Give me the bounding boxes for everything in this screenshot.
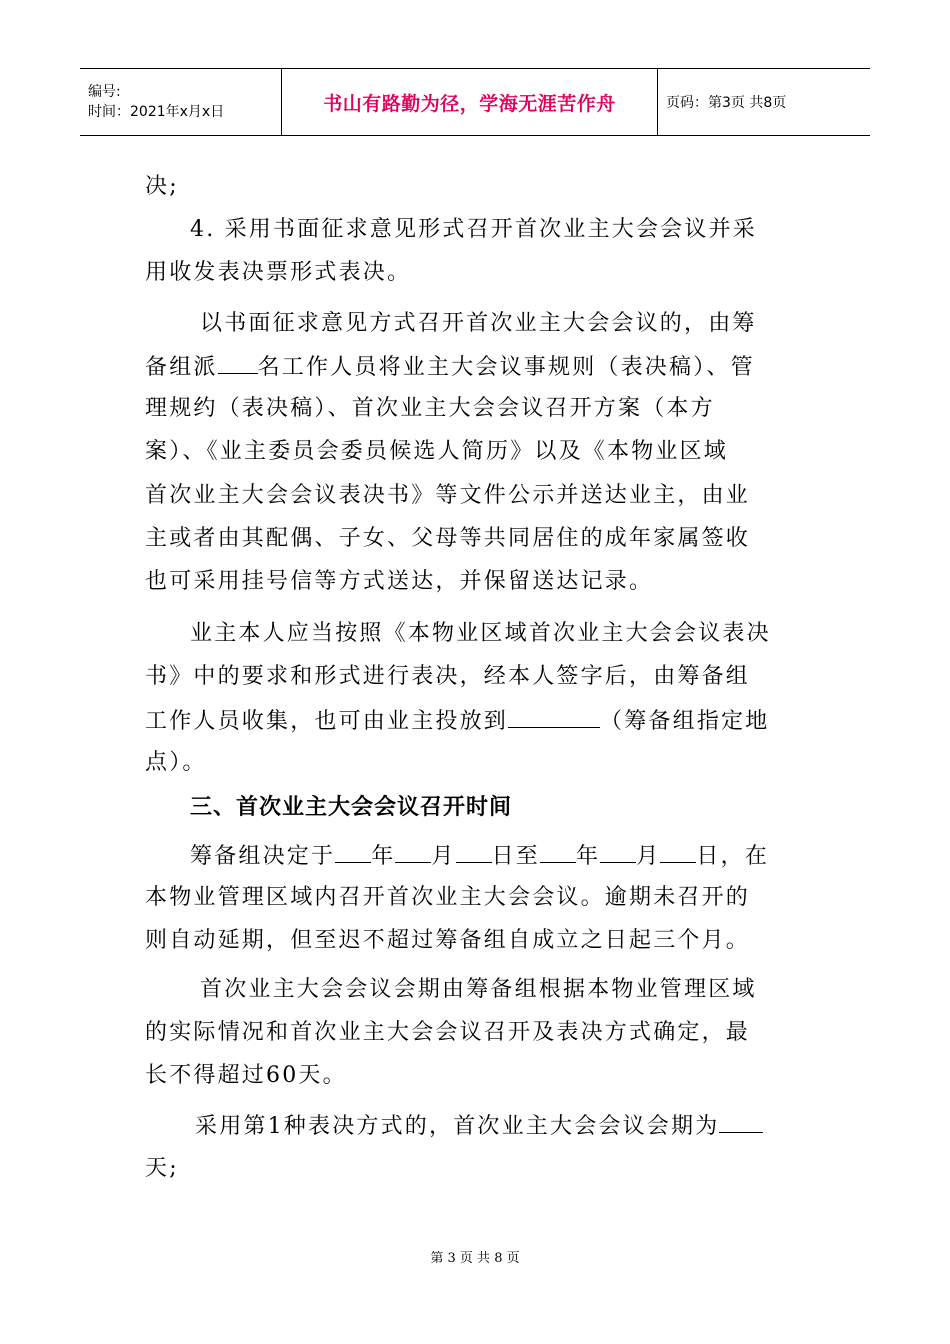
- paragraph-line: 理规约（表决稿）、首次业主大会会议召开方案（本方: [145, 396, 715, 421]
- paragraph-line: 用收发表决票形式表决。: [145, 260, 412, 285]
- paragraph-line: 4. 采用书面征求意见形式召开首次业主大会会议并采: [190, 217, 757, 242]
- paragraph-line: [145, 705, 769, 737]
- header-motto-cell: [282, 69, 658, 135]
- fill-blank: [508, 705, 600, 728]
- fill-blank: [335, 840, 371, 863]
- paragraph-line: 决;: [145, 174, 179, 199]
- fill-blank: [395, 840, 431, 863]
- page-footer: 第 3 页 共 8 页: [430, 1251, 520, 1266]
- paragraph-line: [190, 840, 769, 872]
- line-text: 月: [431, 844, 456, 869]
- paragraph-line: 书》中的要求和形式进行表决，经本人签字后，由筹备组: [145, 664, 751, 689]
- line-text: 月: [636, 844, 661, 869]
- paragraph-line: [145, 351, 755, 383]
- paragraph-line: 则自动延期，但至迟不超过筹备组自成立之日起三个月。: [145, 928, 751, 953]
- header-meta: [80, 69, 282, 135]
- paragraph-line: 本物业管理区域内召开首次业主大会会议。逾期未召开的: [145, 885, 751, 910]
- paragraph-line: 首次业主大会会议会期由筹备组根据本物业管理区域: [200, 977, 757, 1002]
- fill-blank: [719, 1110, 763, 1133]
- paragraph-line: 主或者由其配偶、子女、父母等共同居住的成年家属签收: [145, 526, 751, 551]
- paragraph-line: 首次业主大会会议表决书》等文件公示并送达业主，由业: [145, 483, 751, 508]
- line-text: 备组派: [145, 355, 218, 380]
- paragraph-line: 业主本人应当按照《本物业区域首次业主大会会议表决: [190, 621, 771, 646]
- paragraph-line: [195, 1110, 763, 1142]
- paragraph-line: 也可采用挂号信等方式送达，并保留送达记录。: [145, 569, 654, 594]
- line-text: 工作人员收集，也可由业主投放到: [145, 709, 509, 734]
- section-heading: 三、首次业主大会会议召开时间: [190, 795, 513, 820]
- paragraph-line: 天;: [145, 1156, 179, 1181]
- fill-blank: [218, 351, 258, 374]
- paragraph-line: 的实际情况和首次业主大会会议召开及表决方式确定，最: [145, 1020, 751, 1045]
- paragraph-line: 以书面征求意见方式召开首次业主大会会议的，由筹: [200, 311, 757, 336]
- document-header: [80, 68, 870, 136]
- line-text: （筹备组指定地: [600, 709, 770, 734]
- paragraph-line: 点）。: [145, 750, 207, 775]
- document-number-label: 编号:: [88, 84, 121, 100]
- line-text: 日，在: [696, 844, 770, 869]
- paragraph-line: 长不得超过60天。: [145, 1063, 347, 1088]
- fill-blank: [660, 840, 696, 863]
- header-motto: 书山有路勤为径，学海无涯苦作舟: [323, 92, 616, 115]
- document-time-label: 时间：2021年x月x日: [88, 104, 225, 120]
- line-text: 年: [576, 844, 601, 869]
- line-text: 日至: [491, 844, 541, 869]
- header-page-number: 页码：第3页 共8页: [666, 95, 787, 111]
- line-text: 名工作人员将业主大会议事规则（表决稿）、管: [257, 355, 755, 380]
- line-text: 年: [371, 844, 396, 869]
- line-text: 筹备组决定于: [190, 844, 336, 869]
- fill-blank: [540, 840, 576, 863]
- paragraph-line: 案）、《业主委员会委员候选人简历》以及《本物业区域: [145, 439, 729, 464]
- line-text: 采用第1种表决方式的，首次业主大会会议会期为: [195, 1114, 720, 1139]
- fill-blank: [600, 840, 636, 863]
- fill-blank: [456, 840, 492, 863]
- header-page-cell: [658, 69, 870, 135]
